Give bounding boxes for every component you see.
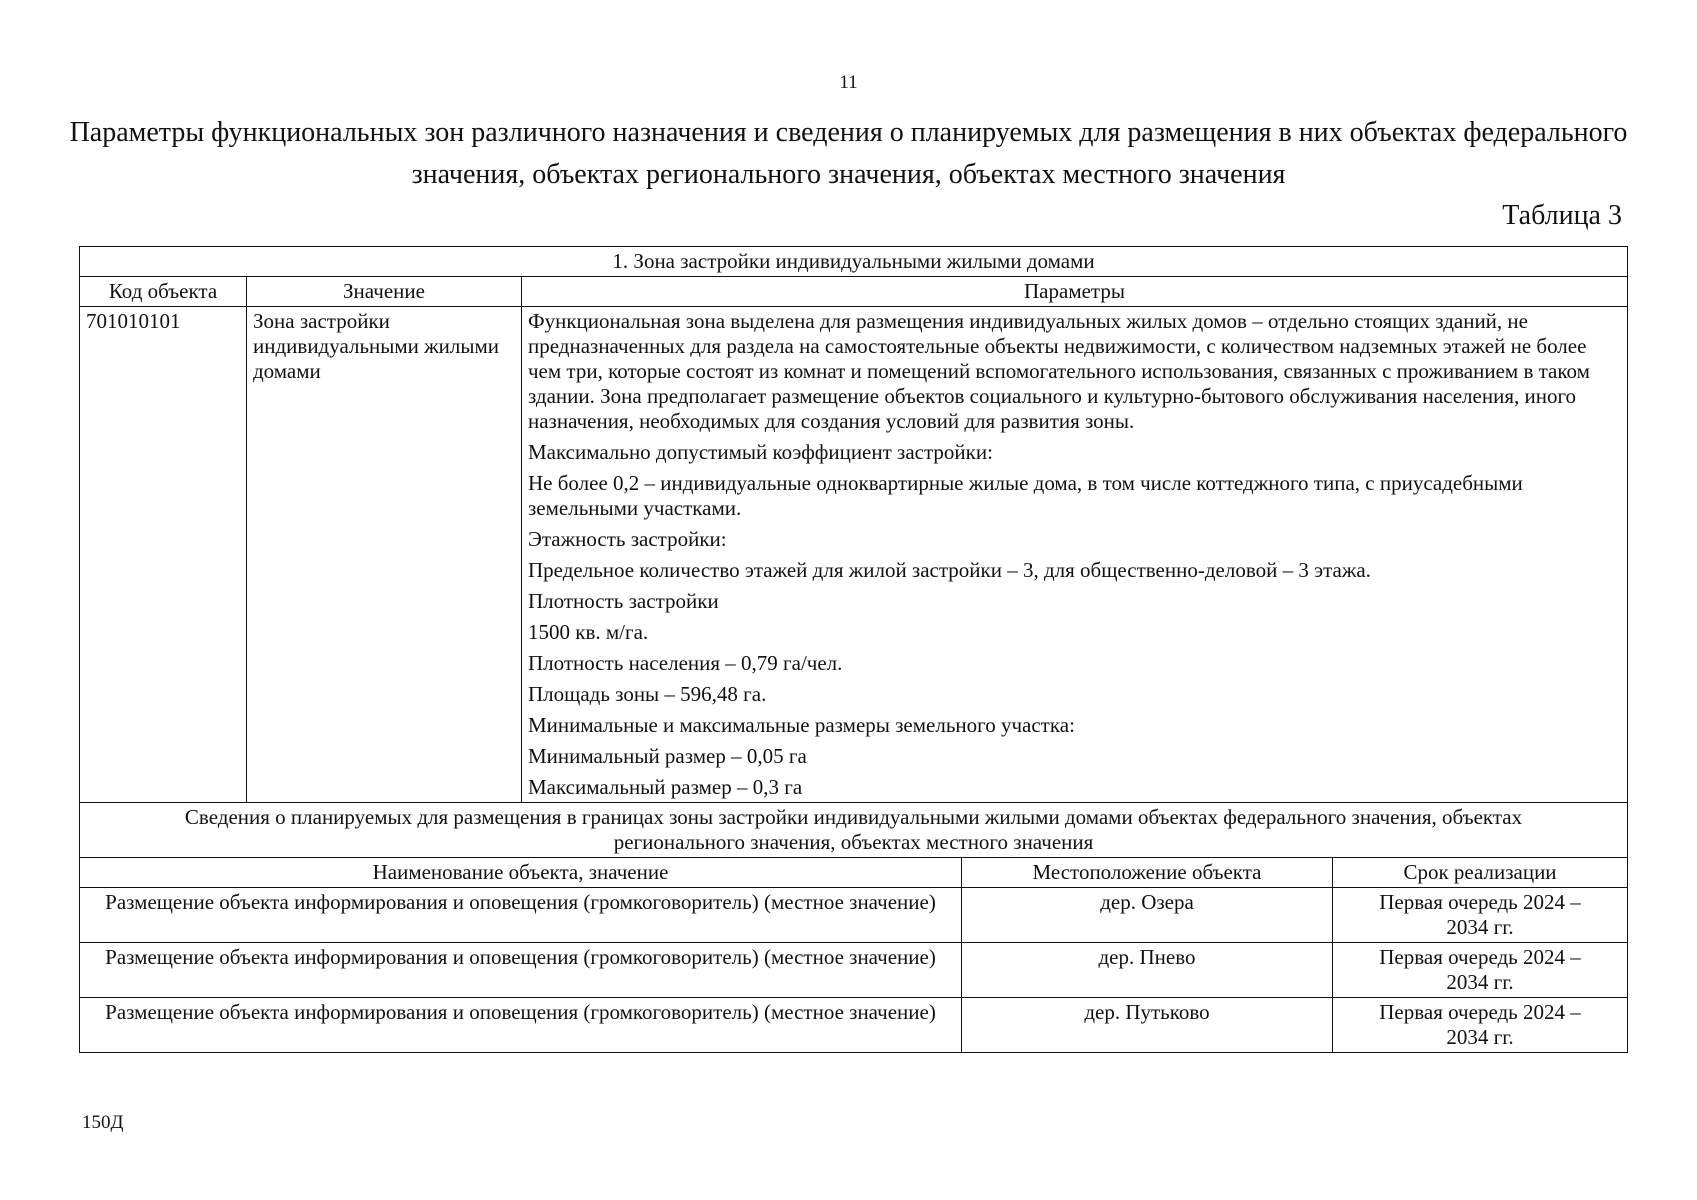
param-floors-label: Этажность застройки:	[528, 527, 727, 551]
table-row	[80, 998, 1628, 1053]
param-density-label: Плотность застройки	[528, 589, 719, 613]
object-term: Первая очередь 2024 – 2034 гг.	[1333, 943, 1628, 998]
zone-header-row	[80, 277, 1628, 307]
header-params: Параметры	[522, 277, 1628, 307]
object-meaning: Зона застройки индивидуальными жилыми домами	[247, 307, 522, 803]
zone-heading: 1. Зона застройки индивидуальными жилыми домами	[80, 247, 1628, 277]
object-code: 701010101	[80, 307, 247, 803]
param-coefficient-label: Максимально допустимый коэффициент застройки:	[528, 440, 993, 464]
object-location: дер. Озера	[962, 888, 1333, 943]
header-meaning: Значение	[247, 277, 522, 307]
param-density-value: 1500 кв. м/га.	[528, 620, 649, 644]
param-population-density: Плотность населения – 0,79 га/чел.	[528, 651, 843, 675]
header-term: Срок реализации	[1333, 858, 1628, 888]
object-name: Размещение объекта информирования и оповещения (громкоговоритель) (местное значение)	[80, 998, 962, 1053]
object-location: дер. Путьково	[962, 998, 1333, 1053]
document-title: Параметры функциональных зон различного назначения и сведения о планируемых для размещения в них объектах федерального значения, объектах регионального значения, объектах местного значения	[69, 117, 1628, 190]
object-term: Первая очередь 2024 – 2034 гг.	[1333, 888, 1628, 943]
object-location: дер. Пнево	[962, 943, 1333, 998]
zone-heading-row	[80, 247, 1628, 277]
table-row	[80, 943, 1628, 998]
object-name: Размещение объекта информирования и оповещения (громкоговоритель) (местное значение)	[80, 888, 962, 943]
param-zone-area: Площадь зоны – 596,48 га.	[528, 682, 767, 706]
param-floors-value: Предельное количество этажей для жилой застройки – 3, для общественно-деловой – 3 этажа.	[528, 558, 1371, 582]
header-object-name: Наименование объекта, значение	[80, 858, 962, 888]
param-plot-max: Максимальный размер – 0,3 га	[528, 775, 803, 799]
footer-code: 150Д	[82, 1112, 124, 1133]
param-description: Функциональная зона выделена для размещения индивидуальных жилых домов – отдельно стоящих зданий, не предназначенных для раздела на самостоятельные объекты недвижимости, с количеством надземных этажей не более чем три, которые состоят из комнат и помещений вспомогательного использования, связанных с проживанием в таком здании. Зона предполагает размещение объектов социального и культурно-бытового обслуживания населения, иного назначения, необходимых для создания условий для развития зоны.	[528, 309, 1590, 433]
zone-data-row	[80, 307, 1628, 803]
zone-parameters-table	[79, 246, 1628, 1053]
param-plot-min: Минимальный размер – 0,05 га	[528, 744, 807, 768]
header-location: Местоположение объекта	[962, 858, 1333, 888]
table-label: Таблица 3	[1502, 200, 1622, 231]
page-number: 11	[839, 72, 858, 93]
planned-heading-row	[80, 803, 1628, 858]
param-plot-size-label: Минимальные и максимальные размеры земельного участка:	[528, 713, 1075, 737]
table-row	[80, 888, 1628, 943]
param-coefficient-value: Не более 0,2 – индивидуальные одноквартирные жилые дома, в том числе коттеджного типа, с приусадебными земельными участками.	[528, 471, 1523, 520]
object-params	[522, 307, 1628, 803]
planned-header-row	[80, 858, 1628, 888]
object-term: Первая очередь 2024 – 2034 гг.	[1333, 998, 1628, 1053]
planned-heading: Сведения о планируемых для размещения в границах зоны застройки индивидуальными жилыми домами объектах федерального значения, объектах регионального значения, объектах местного значения	[80, 803, 1628, 858]
header-code: Код объекта	[80, 277, 247, 307]
object-name: Размещение объекта информирования и оповещения (громкоговоритель) (местное значение)	[80, 943, 962, 998]
